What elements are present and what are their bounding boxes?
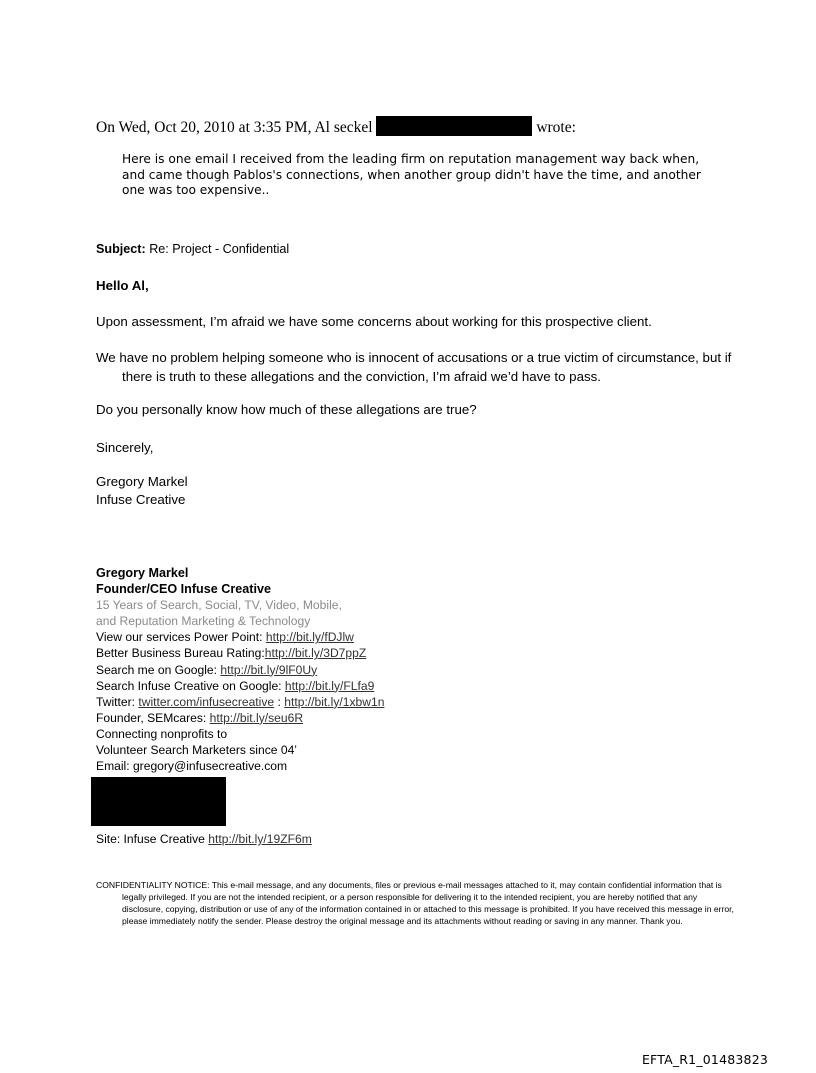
google-me-label: Search me on Google:: [96, 662, 218, 677]
email-sign-name: Gregory Markel: [96, 474, 188, 489]
quoted-intro-paragraph: Here is one email I received from the leading firm on reputation management way back when, and came though Pablos's connections, when another group didn't have the time, and another one was too expensive..: [122, 152, 701, 197]
redaction-bar: [376, 116, 532, 136]
email-sign-company: Infuse Creative: [96, 492, 186, 507]
semcares-link[interactable]: http://bit.ly/seu6R: [209, 710, 304, 725]
email-paragraph-3: Do you personally know how much of these allegations are true?: [96, 402, 477, 417]
subject-line: [96, 242, 289, 256]
twitter-link-1[interactable]: twitter.com/infusecreative: [138, 694, 275, 709]
subject-value: Re: Project - Confidential: [149, 242, 290, 256]
services-row: [96, 629, 384, 645]
site-label: Site: Infuse Creative: [96, 832, 205, 846]
signature-tagline-2: and Reputation Marketing & Technology: [96, 614, 311, 629]
email-paragraph-2: We have no problem helping someone who is innocent of accusations or a true victim of circumstance, but if there is truth to these allegations and the conviction, I’m afraid we’d have to pass.: [96, 350, 732, 384]
semcares-row: [96, 710, 384, 726]
google-me-link[interactable]: http://bit.ly/9lF0Uy: [220, 662, 318, 677]
email-line: Email: gregory@infusecreative.com: [96, 759, 288, 774]
header-suffix: wrote:: [536, 119, 576, 136]
google-infuse-link[interactable]: http://bit.ly/FLfa9: [284, 678, 375, 693]
google-infuse-label: Search Infuse Creative on Google:: [96, 678, 282, 693]
header-prefix: On Wed, Oct 20, 2010 at 3:35 PM, Al seckel: [96, 119, 373, 136]
email-paragraph-1: Upon assessment, I’m afraid we have some concerns about working for this prospective client.: [96, 314, 652, 329]
signature-tagline-1: 15 Years of Search, Social, TV, Video, Mobile,: [96, 598, 342, 613]
bbb-link[interactable]: http://bit.ly/3D7ppZ: [264, 646, 367, 661]
nonprofit-line-1: Connecting nonprofits to: [96, 726, 228, 741]
signature-title: Founder/CEO Infuse Creative: [96, 582, 271, 597]
twitter-separator: :: [277, 694, 281, 709]
services-link[interactable]: http://bit.ly/fDJlw: [265, 630, 354, 645]
semcares-label: Founder, SEMcares:: [96, 710, 207, 725]
subject-label: Subject:: [96, 242, 146, 256]
twitter-link-2[interactable]: http://bit.ly/1xbw1n: [284, 694, 385, 709]
google-me-row: [96, 662, 384, 678]
quoted-header: [96, 116, 576, 137]
twitter-label: Twitter:: [96, 694, 135, 709]
services-label: View our services Power Point:: [96, 630, 263, 645]
email-closing: Sincerely,: [96, 440, 154, 455]
bbb-label: Better Business Bureau Rating:: [96, 646, 265, 661]
document-id: EFTA_R1_01483823: [641, 1052, 768, 1067]
google-infuse-row: [96, 678, 384, 694]
site-row: [96, 832, 312, 846]
confidentiality-notice: CONFIDENTIALITY NOTICE: This e-mail message, and any documents, files or previous e-mail messages attached to it, may contain confidential information that is legally privileged. If you are not the intended recipient, or a person responsible for delivering it to the intended recipient, you are hereby notified that any disclosure, copying, distribution or use of any of the information contained in or attached to this message is prohibited. If you have received this message in error, please immediately notify the sender. Please destroy the original message and its attachments without reading or saving in any manner. Thank you.: [96, 880, 734, 927]
redaction-box: [91, 777, 226, 826]
bbb-row: [96, 645, 384, 661]
signature-block: [96, 565, 384, 774]
nonprofit-line-2: Volunteer Search Marketers since 04’: [96, 743, 297, 758]
twitter-row: [96, 694, 384, 710]
email-greeting: Hello Al,: [96, 278, 149, 293]
signature-name: Gregory Markel: [96, 566, 189, 580]
site-link[interactable]: http://bit.ly/19ZF6m: [208, 832, 312, 846]
